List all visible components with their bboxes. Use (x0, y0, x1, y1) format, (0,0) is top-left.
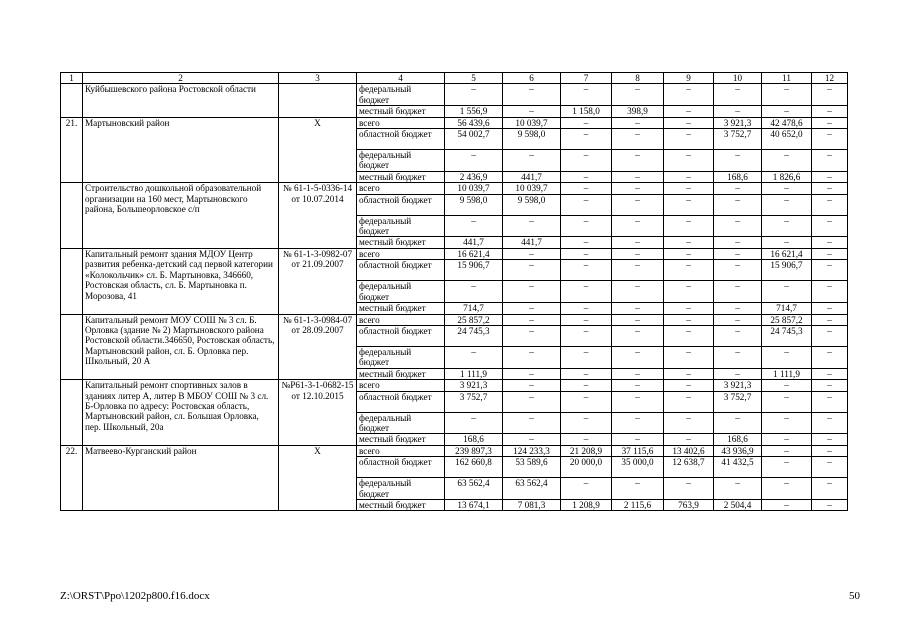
table-row (61, 183, 848, 194)
column-number: 6 (503, 73, 561, 84)
amount-cell: – (762, 434, 812, 445)
amount-cell: – (664, 314, 714, 325)
amount-cell: 9 598,0 (503, 129, 561, 150)
amount-cell: – (762, 281, 812, 303)
amount-cell: – (664, 117, 714, 128)
amount-cell: – (664, 84, 714, 106)
amount-cell: – (561, 391, 612, 412)
amount-cell: – (561, 194, 612, 215)
funding-source: местный бюджет (357, 171, 445, 182)
amount-cell: 24 745,3 (762, 325, 812, 346)
amount-cell: – (812, 171, 848, 182)
amount-cell: 1 111,9 (762, 368, 812, 379)
amount-cell: 162 660,8 (445, 457, 503, 478)
funding-source: местный бюджет (357, 368, 445, 379)
object-name: Капитальный ремонт спортивных залов в зданиях литер А, литер В МБОУ СОШ № 3 сл. Б-Орловка по адресу: Ростовская область, Мартыновский район, сл. Большая Орловка, пер. Школьный, 20а (83, 380, 279, 446)
amount-cell: – (561, 314, 612, 325)
amount-cell: – (503, 281, 561, 303)
amount-cell: 441,7 (503, 237, 561, 248)
amount-cell: – (762, 84, 812, 106)
amount-cell: – (762, 215, 812, 237)
amount-cell: – (561, 248, 612, 259)
amount-cell: – (503, 346, 561, 368)
table-row (61, 445, 848, 456)
amount-cell: – (664, 380, 714, 391)
funding-source: местный бюджет (357, 434, 445, 445)
funding-source: областной бюджет (357, 391, 445, 412)
funding-source: местный бюджет (357, 237, 445, 248)
amount-cell: 21 208,9 (561, 445, 612, 456)
amount-cell: 3 752,7 (714, 129, 762, 150)
amount-cell: – (561, 150, 612, 172)
amount-cell: – (612, 434, 664, 445)
document-number: Х (279, 445, 357, 511)
amount-cell: – (812, 325, 848, 346)
amount-cell: – (561, 260, 612, 281)
amount-cell: – (664, 281, 714, 303)
amount-cell: 3 921,3 (445, 380, 503, 391)
amount-cell: – (812, 237, 848, 248)
column-number: 3 (279, 73, 357, 84)
amount-cell: – (664, 248, 714, 259)
amount-cell: 2 115,6 (612, 499, 664, 510)
amount-cell: – (714, 260, 762, 281)
amount-cell: – (612, 260, 664, 281)
amount-cell: – (503, 260, 561, 281)
amount-cell: – (762, 412, 812, 434)
funding-source: всего (357, 117, 445, 128)
amount-cell: – (612, 368, 664, 379)
amount-cell: 12 638,7 (664, 457, 714, 478)
amount-cell: – (612, 346, 664, 368)
column-number: 7 (561, 73, 612, 84)
table-row (61, 117, 848, 128)
amount-cell: – (812, 183, 848, 194)
amount-cell: – (762, 445, 812, 456)
row-number: 22. (61, 445, 83, 511)
amount-cell: – (812, 434, 848, 445)
amount-cell: – (664, 129, 714, 150)
amount-cell: – (664, 215, 714, 237)
amount-cell: – (664, 237, 714, 248)
amount-cell: – (812, 106, 848, 117)
amount-cell: 35 000,0 (612, 457, 664, 478)
amount-cell: 10 039,7 (503, 183, 561, 194)
amount-cell: – (561, 215, 612, 237)
amount-cell: – (714, 150, 762, 172)
amount-cell: 10 039,7 (445, 183, 503, 194)
amount-cell: 168,6 (445, 434, 503, 445)
amount-cell: 168,6 (714, 171, 762, 182)
table-row (61, 84, 848, 106)
amount-cell: 41 432,5 (714, 457, 762, 478)
object-name: Строительство дошкольной образовательной организации на 160 мест, Мартыновского района, Большеорловское с/п (83, 183, 279, 249)
column-number: 8 (612, 73, 664, 84)
funding-source: областной бюджет (357, 194, 445, 215)
object-name: Куйбышевского района Ростовской области (83, 84, 279, 117)
amount-cell: – (445, 84, 503, 106)
amount-cell: – (561, 412, 612, 434)
document-number: №Р61-3-1-0682-15 от 12.10.2015 (279, 380, 357, 446)
amount-cell: – (762, 380, 812, 391)
document-path: Z:\ORST\Ppo\1202p800.f16.docx (60, 590, 210, 602)
document-number (279, 84, 357, 117)
amount-cell: – (561, 478, 612, 500)
amount-cell: 13 402,6 (664, 445, 714, 456)
amount-cell: – (762, 346, 812, 368)
amount-cell: – (812, 499, 848, 510)
row-number (61, 183, 83, 249)
amount-cell: 168,6 (714, 434, 762, 445)
amount-cell: – (503, 248, 561, 259)
amount-cell: 763,9 (664, 499, 714, 510)
row-number (61, 84, 83, 117)
amount-cell: – (561, 303, 612, 314)
column-number: 4 (357, 73, 445, 84)
column-number: 5 (445, 73, 503, 84)
amount-cell: – (714, 237, 762, 248)
amount-cell: – (503, 84, 561, 106)
amount-cell: – (812, 150, 848, 172)
funding-source: областной бюджет (357, 260, 445, 281)
amount-cell: – (612, 248, 664, 259)
amount-cell: 42 478,6 (762, 117, 812, 128)
amount-cell: 441,7 (445, 237, 503, 248)
amount-cell: 15 906,7 (445, 260, 503, 281)
amount-cell: – (812, 84, 848, 106)
funding-source: областной бюджет (357, 457, 445, 478)
amount-cell: 40 652,0 (762, 129, 812, 150)
amount-cell: – (612, 237, 664, 248)
amount-cell: – (664, 106, 714, 117)
amount-cell: 3 752,7 (714, 391, 762, 412)
amount-cell: 1 826,6 (762, 171, 812, 182)
amount-cell: – (503, 215, 561, 237)
row-number: 21. (61, 117, 83, 183)
amount-cell: – (664, 150, 714, 172)
amount-cell: 2 436,9 (445, 171, 503, 182)
amount-cell: 7 081,3 (503, 499, 561, 510)
amount-cell: – (714, 314, 762, 325)
document-number: Х (279, 117, 357, 183)
amount-cell: – (612, 150, 664, 172)
funding-source: федеральный бюджет (357, 281, 445, 303)
amount-cell: – (503, 303, 561, 314)
amount-cell: – (612, 303, 664, 314)
amount-cell: 239 897,3 (445, 445, 503, 456)
amount-cell: – (445, 215, 503, 237)
amount-cell: – (762, 499, 812, 510)
amount-cell: 1 208,9 (561, 499, 612, 510)
amount-cell: 441,7 (503, 171, 561, 182)
funding-source: федеральный бюджет (357, 150, 445, 172)
amount-cell: – (503, 434, 561, 445)
amount-cell: 20 000,0 (561, 457, 612, 478)
amount-cell: 63 562,4 (503, 478, 561, 500)
amount-cell: – (714, 248, 762, 259)
amount-cell: – (664, 478, 714, 500)
amount-cell: – (812, 380, 848, 391)
amount-cell: 25 857,2 (762, 314, 812, 325)
amount-cell: – (561, 434, 612, 445)
amount-cell: – (664, 391, 714, 412)
amount-cell: – (714, 412, 762, 434)
amount-cell: – (503, 380, 561, 391)
amount-cell: – (812, 260, 848, 281)
amount-cell: – (561, 171, 612, 182)
amount-cell: – (762, 478, 812, 500)
amount-cell: – (664, 412, 714, 434)
amount-cell: – (445, 150, 503, 172)
amount-cell: – (812, 346, 848, 368)
amount-cell: – (762, 183, 812, 194)
amount-cell: – (561, 281, 612, 303)
object-name: Мартыновский район (83, 117, 279, 183)
amount-cell: 15 906,7 (762, 260, 812, 281)
amount-cell: 124 233,3 (503, 445, 561, 456)
amount-cell: – (812, 314, 848, 325)
amount-cell: – (812, 281, 848, 303)
amount-cell: – (612, 314, 664, 325)
row-number (61, 380, 83, 446)
amount-cell: 13 674,1 (445, 499, 503, 510)
amount-cell: 714,7 (762, 303, 812, 314)
row-number (61, 314, 83, 380)
funding-source: федеральный бюджет (357, 412, 445, 434)
funding-source: всего (357, 380, 445, 391)
amount-cell: – (612, 84, 664, 106)
amount-cell: 25 857,2 (445, 314, 503, 325)
funding-source: федеральный бюджет (357, 215, 445, 237)
object-name: Капитальный ремонт МОУ СОШ № 3 сл. Б. Орловка (здание № 2) Мартыновского района Ростовской области.346650, Ростовская область, Мартыновский район, сл. Б. Орловка пер. Школьный, 20 А (83, 314, 279, 380)
amount-cell: – (714, 215, 762, 237)
column-number-row (61, 73, 848, 84)
amount-cell: 9 598,0 (445, 194, 503, 215)
column-number: 9 (664, 73, 714, 84)
amount-cell: – (812, 129, 848, 150)
amount-cell: – (445, 412, 503, 434)
amount-cell: – (561, 237, 612, 248)
column-number: 10 (714, 73, 762, 84)
amount-cell: 10 039,7 (503, 117, 561, 128)
amount-cell: – (762, 391, 812, 412)
amount-cell: 3 921,3 (714, 117, 762, 128)
amount-cell: – (664, 171, 714, 182)
amount-cell: 56 439,6 (445, 117, 503, 128)
amount-cell: 1 158,0 (561, 106, 612, 117)
amount-cell: – (664, 346, 714, 368)
amount-cell: 63 562,4 (445, 478, 503, 500)
funding-source: местный бюджет (357, 303, 445, 314)
amount-cell: 1 556,9 (445, 106, 503, 117)
amount-cell: – (503, 391, 561, 412)
row-number (61, 248, 83, 314)
amount-cell: 1 111,9 (445, 368, 503, 379)
amount-cell: 2 504,4 (714, 499, 762, 510)
object-name: Капитальный ремонт здания МДОУ Центр развития ребенка-детский сад первой категории «Колокольчик» сл. Б. Мартыновка, 346660, Ростовская область, сл. Б. Мартыновка п. Морозова, 41 (83, 248, 279, 314)
amount-cell: – (612, 281, 664, 303)
funding-source: всего (357, 314, 445, 325)
funding-source: всего (357, 445, 445, 456)
amount-cell: – (561, 84, 612, 106)
funding-source: федеральный бюджет (357, 84, 445, 106)
funding-source: местный бюджет (357, 106, 445, 117)
amount-cell: 54 002,7 (445, 129, 503, 150)
amount-cell: – (612, 380, 664, 391)
amount-cell: – (612, 171, 664, 182)
object-name: Матвеево-Курганский район (83, 445, 279, 511)
amount-cell: – (612, 325, 664, 346)
amount-cell: – (812, 391, 848, 412)
amount-cell: – (664, 368, 714, 379)
amount-cell: – (445, 281, 503, 303)
amount-cell: – (612, 129, 664, 150)
amount-cell: – (714, 368, 762, 379)
amount-cell: – (664, 194, 714, 215)
amount-cell: 3 921,3 (714, 380, 762, 391)
amount-cell: – (612, 478, 664, 500)
amount-cell: – (561, 325, 612, 346)
amount-cell: – (812, 117, 848, 128)
amount-cell: – (664, 325, 714, 346)
amount-cell: – (714, 106, 762, 117)
amount-cell: – (714, 325, 762, 346)
amount-cell: – (762, 106, 812, 117)
amount-cell: – (612, 215, 664, 237)
funding-source: местный бюджет (357, 499, 445, 510)
amount-cell: 16 621,4 (762, 248, 812, 259)
amount-cell: – (664, 260, 714, 281)
amount-cell: – (503, 368, 561, 379)
amount-cell: – (445, 346, 503, 368)
amount-cell: 714,7 (445, 303, 503, 314)
amount-cell: – (664, 303, 714, 314)
amount-cell: 53 589,6 (503, 457, 561, 478)
amount-cell: – (612, 183, 664, 194)
funding-source: федеральный бюджет (357, 478, 445, 500)
amount-cell: – (714, 194, 762, 215)
document-number: № 61-1-3-0984-07 от 28.09.2007 (279, 314, 357, 380)
amount-cell: – (561, 346, 612, 368)
amount-cell: 37 115,6 (612, 445, 664, 456)
page-number: 50 (849, 590, 860, 602)
amount-cell: – (714, 346, 762, 368)
column-number: 11 (762, 73, 812, 84)
table-row (61, 248, 848, 259)
amount-cell: – (812, 478, 848, 500)
amount-cell: – (664, 183, 714, 194)
amount-cell: – (812, 457, 848, 478)
amount-cell: – (714, 183, 762, 194)
amount-cell: – (503, 325, 561, 346)
amount-cell: 24 745,3 (445, 325, 503, 346)
amount-cell: – (812, 368, 848, 379)
amount-cell: 43 936,9 (714, 445, 762, 456)
funding-source: всего (357, 183, 445, 194)
funding-source: федеральный бюджет (357, 346, 445, 368)
amount-cell: – (561, 183, 612, 194)
amount-cell: – (612, 412, 664, 434)
amount-cell: – (503, 314, 561, 325)
funding-source: областной бюджет (357, 129, 445, 150)
budget-table (60, 72, 848, 511)
amount-cell: – (503, 150, 561, 172)
column-number: 1 (61, 73, 83, 84)
amount-cell: 9 598,0 (503, 194, 561, 215)
amount-cell: – (762, 237, 812, 248)
amount-cell: – (612, 391, 664, 412)
amount-cell: 398,9 (612, 106, 664, 117)
funding-source: всего (357, 248, 445, 259)
amount-cell: – (714, 303, 762, 314)
amount-cell: 16 621,4 (445, 248, 503, 259)
amount-cell: – (762, 150, 812, 172)
amount-cell: – (812, 215, 848, 237)
amount-cell: 3 752,7 (445, 391, 503, 412)
amount-cell: – (812, 412, 848, 434)
amount-cell: – (812, 303, 848, 314)
amount-cell: – (503, 412, 561, 434)
column-number: 12 (812, 73, 848, 84)
amount-cell: – (714, 84, 762, 106)
amount-cell: – (812, 194, 848, 215)
amount-cell: – (561, 117, 612, 128)
document-number: № 61-1-3-0982-07 от 21.09.2007 (279, 248, 357, 314)
amount-cell: – (812, 248, 848, 259)
funding-source: областной бюджет (357, 325, 445, 346)
amount-cell: – (612, 194, 664, 215)
amount-cell: – (561, 368, 612, 379)
table-row (61, 380, 848, 391)
document-number: № 61-1-5-0336-14 от 10.07.2014 (279, 183, 357, 249)
amount-cell: – (612, 117, 664, 128)
amount-cell: – (714, 478, 762, 500)
amount-cell: – (503, 106, 561, 117)
amount-cell: – (561, 129, 612, 150)
amount-cell: – (762, 457, 812, 478)
amount-cell: – (812, 445, 848, 456)
table-row (61, 314, 848, 325)
amount-cell: – (561, 380, 612, 391)
amount-cell: – (664, 434, 714, 445)
amount-cell: – (762, 194, 812, 215)
amount-cell: – (714, 281, 762, 303)
column-number: 2 (83, 73, 279, 84)
